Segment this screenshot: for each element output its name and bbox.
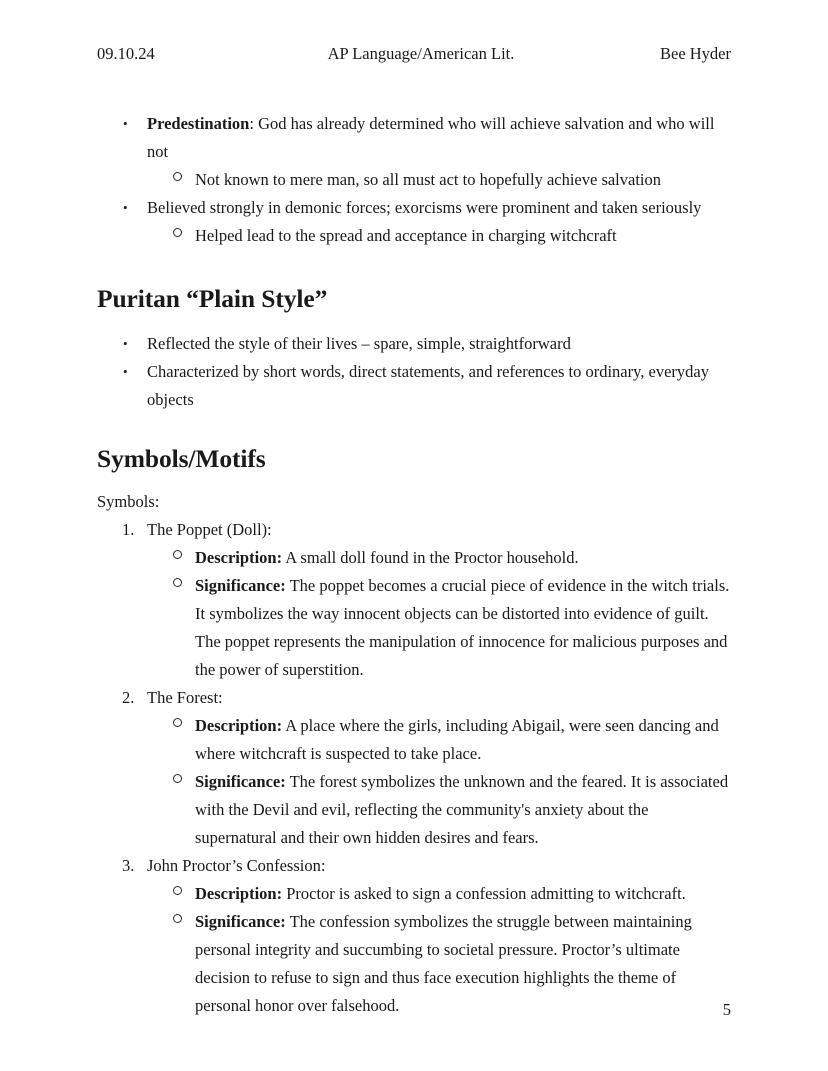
hollow-bullet-icon <box>173 712 182 740</box>
list-item <box>97 194 731 222</box>
list-item-text: Believed strongly in demonic forces; exorcisms were prominent and taken seriously <box>147 198 702 217</box>
list-item <box>97 330 731 358</box>
sub-list <box>97 222 731 250</box>
list-item-text: The Forest: <box>147 688 223 707</box>
detail-body: A place where the girls, including Abigail, were seen dancing and where witchcraft is suspected to take place. <box>195 716 719 763</box>
symbols-heading-block <box>97 444 731 474</box>
sub-list-item <box>97 166 731 194</box>
detail-label: Description: <box>195 548 283 567</box>
page-number: 5 <box>722 1000 731 1019</box>
detail-body: The forest symbolizes the unknown and the feared. It is associated with the Devil and evil, reflecting the community's anxiety about the supernatural and their own hidden desires and fears. <box>195 772 729 847</box>
detail-label: Significance: <box>195 912 286 931</box>
detail-label: Description: <box>195 884 283 903</box>
hollow-bullet-icon <box>173 166 182 194</box>
page-title: Puritan “Plain Style” <box>97 284 328 313</box>
list-number: 2. <box>122 688 135 707</box>
sub-list-item-text <box>195 912 692 1015</box>
detail-label: Description: <box>195 716 283 735</box>
sub-list <box>97 544 731 684</box>
sub-list-item-text <box>195 576 729 679</box>
list-number: 3. <box>122 856 135 875</box>
puritan-beliefs-list-block <box>97 110 731 250</box>
hollow-bullet-icon <box>173 768 182 796</box>
bullet-icon: • <box>123 200 128 215</box>
list-item-text <box>147 114 714 161</box>
bullet-icon: • <box>123 336 128 351</box>
sub-list-item-text <box>195 772 728 847</box>
list-item-text: Characterized by short words, direct statements, and references to ordinary, everyday objects <box>147 362 709 409</box>
sub-list-item-text <box>195 548 579 567</box>
list-number: 1. <box>122 520 135 539</box>
term-label: Predestination <box>147 114 250 133</box>
bullet-icon: • <box>123 364 128 379</box>
list-item <box>97 852 731 880</box>
detail-label: Significance: <box>195 576 286 595</box>
hollow-bullet-icon <box>173 222 182 250</box>
list-item-text: Reflected the style of their lives – spare, simple, straightforward <box>147 334 571 353</box>
sub-list-item-text: Not known to mere man, so all must act to hopefully achieve salvation <box>195 170 662 189</box>
list-item <box>97 358 731 414</box>
sub-list-item <box>97 712 731 768</box>
bullet-icon: • <box>123 116 128 131</box>
sub-list <box>97 166 731 194</box>
header-author: Bee Hyder <box>659 44 731 63</box>
header-date: 09.10.24 <box>97 44 155 63</box>
list-item-text: The Poppet (Doll): <box>147 520 272 539</box>
list-item-text: John Proctor’s Confession: <box>147 856 326 875</box>
hollow-bullet-icon <box>173 908 182 936</box>
sub-list-item-text <box>195 884 686 903</box>
sub-list-item-text: Helped lead to the spread and acceptance in charging witchcraft <box>195 226 617 245</box>
puritan-beliefs-list <box>97 110 731 250</box>
detail-body: A small doll found in the Proctor household. <box>282 548 579 567</box>
list-item-body: God has already determined who will achieve salvation and who will not <box>147 114 715 161</box>
sub-list-item <box>97 222 731 250</box>
plain-style-heading-block <box>97 284 731 314</box>
detail-body: The confession symbolizes the struggle between maintaining personal integrity and succumbing to societal pressure. Proctor’s ultimate decision to refuse to sign and thus face execution highlights the theme of personal honor over falsehood. <box>195 912 692 1015</box>
hollow-bullet-icon <box>173 572 182 600</box>
sub-list <box>97 712 731 852</box>
detail-body: Proctor is asked to sign a confession admitting to witchcraft. <box>282 884 686 903</box>
running-header <box>97 0 731 80</box>
sub-list-item <box>97 880 731 908</box>
term-separator: : <box>249 114 259 133</box>
list-item <box>97 516 731 544</box>
hollow-bullet-icon <box>173 544 182 572</box>
symbols-intro-text: Symbols: <box>97 492 160 511</box>
detail-label: Significance: <box>195 772 286 791</box>
page-content <box>97 0 731 1020</box>
sub-list-item <box>97 572 731 684</box>
sub-list-item <box>97 768 731 852</box>
sub-list-item <box>97 544 731 572</box>
list-item <box>97 110 731 166</box>
plain-style-list <box>97 330 731 414</box>
list-item <box>97 684 731 712</box>
page-title: Symbols/Motifs <box>97 444 266 473</box>
sub-list <box>97 880 731 1020</box>
sub-list-item-text <box>195 716 719 763</box>
detail-body: The poppet becomes a crucial piece of evidence in the witch trials. It symbolizes the way innocent objects can be distorted into evidence of guilt. The poppet represents the manipulation of innocence for malicious purposes and the power of superstition. <box>195 576 730 679</box>
header-course-title: AP Language/American Lit. <box>327 44 515 63</box>
hollow-bullet-icon <box>173 880 182 908</box>
symbols-numbered-list <box>97 516 731 1020</box>
sub-list-item <box>97 908 731 1020</box>
